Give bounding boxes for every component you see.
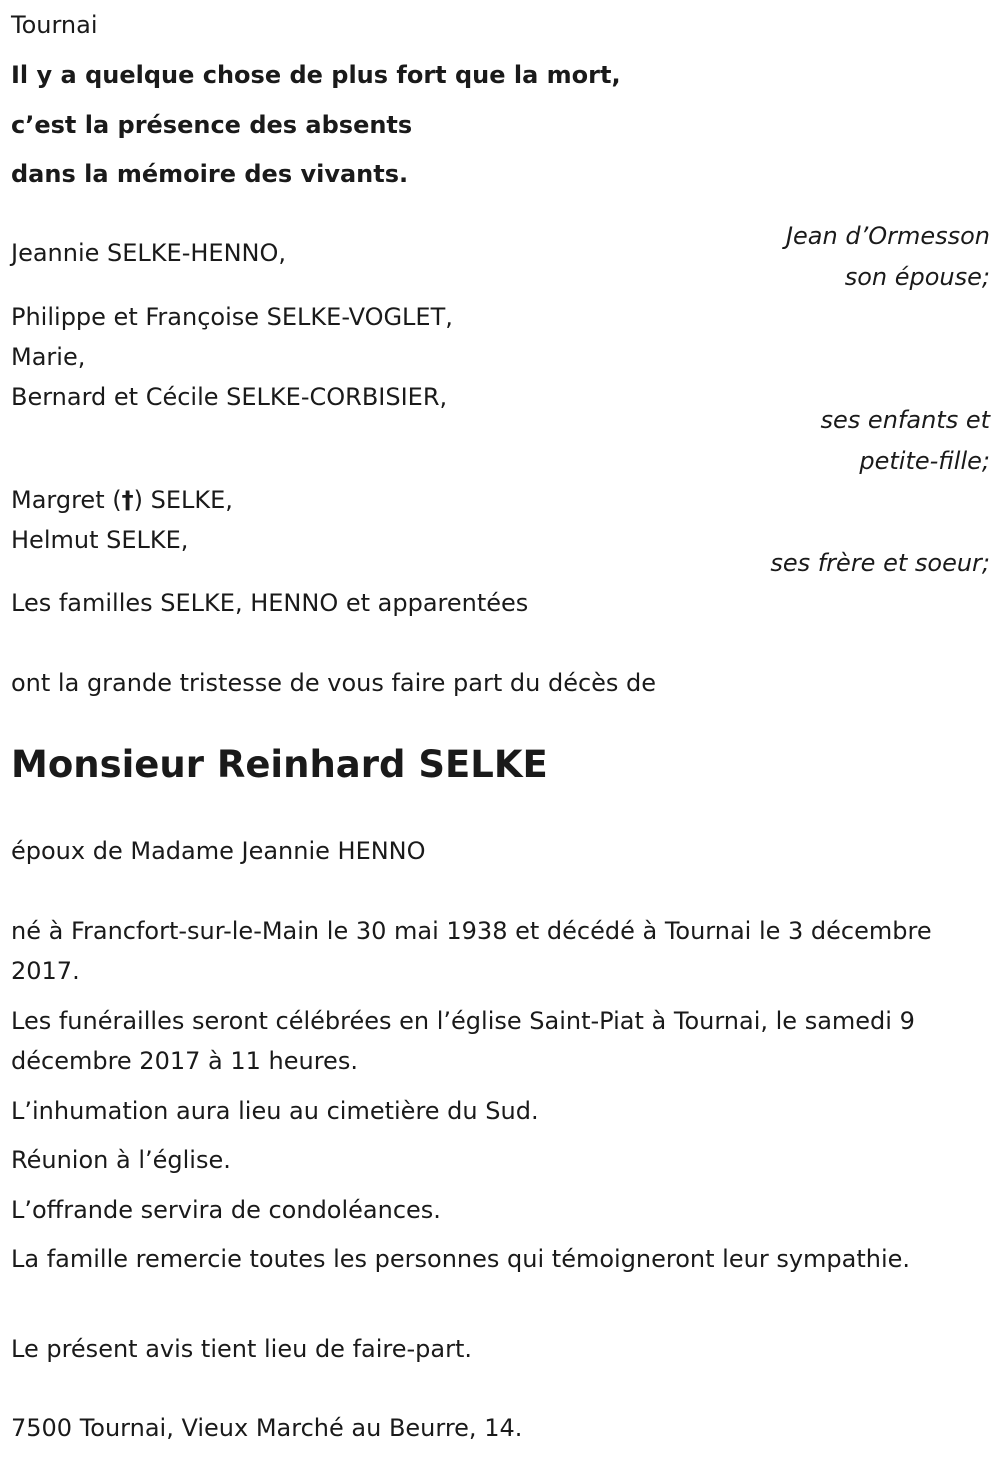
location: Tournai <box>11 11 98 39</box>
notice-line: Le présent avis tient lieu de faire-part. <box>11 1335 473 1363</box>
meeting-details: Réunion à l’église. <box>11 1146 231 1174</box>
sibling-name-suffix: ) SELKE, <box>133 486 233 514</box>
siblings-line-2: Helmut SELKE, <box>11 526 189 554</box>
thanks-message: La famille remercie toutes les personnes qui témoigneront leur sympathie. <box>11 1245 911 1273</box>
quote-line-2: c’est la présence des absents <box>11 111 413 139</box>
funeral-details: Les funérailles seront célébrées en l’église Saint-Piat à Tournai, le samedi 9 décembre 2017 à 11 heures. <box>11 1007 915 1075</box>
spouse-role: son épouse; <box>844 263 990 291</box>
families-line: Les familles SELKE, HENNO et apparentées <box>11 589 529 617</box>
offering-details: L’offrande servira de condoléances. <box>11 1196 441 1224</box>
spouse-name: Jeannie SELKE-HENNO, <box>11 239 287 267</box>
quote-author: Jean d’Ormesson <box>785 222 990 250</box>
birth-death: né à Francfort-sur-le-Main le 30 mai 1938 et décédé à Tournai le 3 décembre 2017. <box>11 917 932 985</box>
cross-icon: † <box>121 486 134 514</box>
quote-line-1: Il y a quelque chose de plus fort que la mort, <box>11 61 621 89</box>
children-role-line-1: ses enfants et <box>820 406 990 434</box>
siblings-line-1 <box>11 480 233 520</box>
announcement: ont la grande tristesse de vous faire part du décès de <box>11 669 657 697</box>
children-line-3: Bernard et Cécile SELKE-CORBISIER, <box>11 383 448 411</box>
quote-line-3: dans la mémoire des vivants. <box>11 160 409 188</box>
sibling-name-prefix: Margret ( <box>11 486 122 514</box>
address: 7500 Tournai, Vieux Marché au Beurre, 14. <box>11 1414 523 1442</box>
siblings-role: ses frère et soeur; <box>770 549 990 577</box>
children-line-1: Philippe et Françoise SELKE-VOGLET, <box>11 303 453 331</box>
children-line-2: Marie, <box>11 343 86 371</box>
children-role-line-2: petite-fille; <box>859 447 990 475</box>
spouse-of: époux de Madame Jeannie HENNO <box>11 837 426 865</box>
deceased-name: Monsieur Reinhard SELKE <box>11 743 548 786</box>
burial-details: L’inhumation aura lieu au cimetière du Sud. <box>11 1097 539 1125</box>
